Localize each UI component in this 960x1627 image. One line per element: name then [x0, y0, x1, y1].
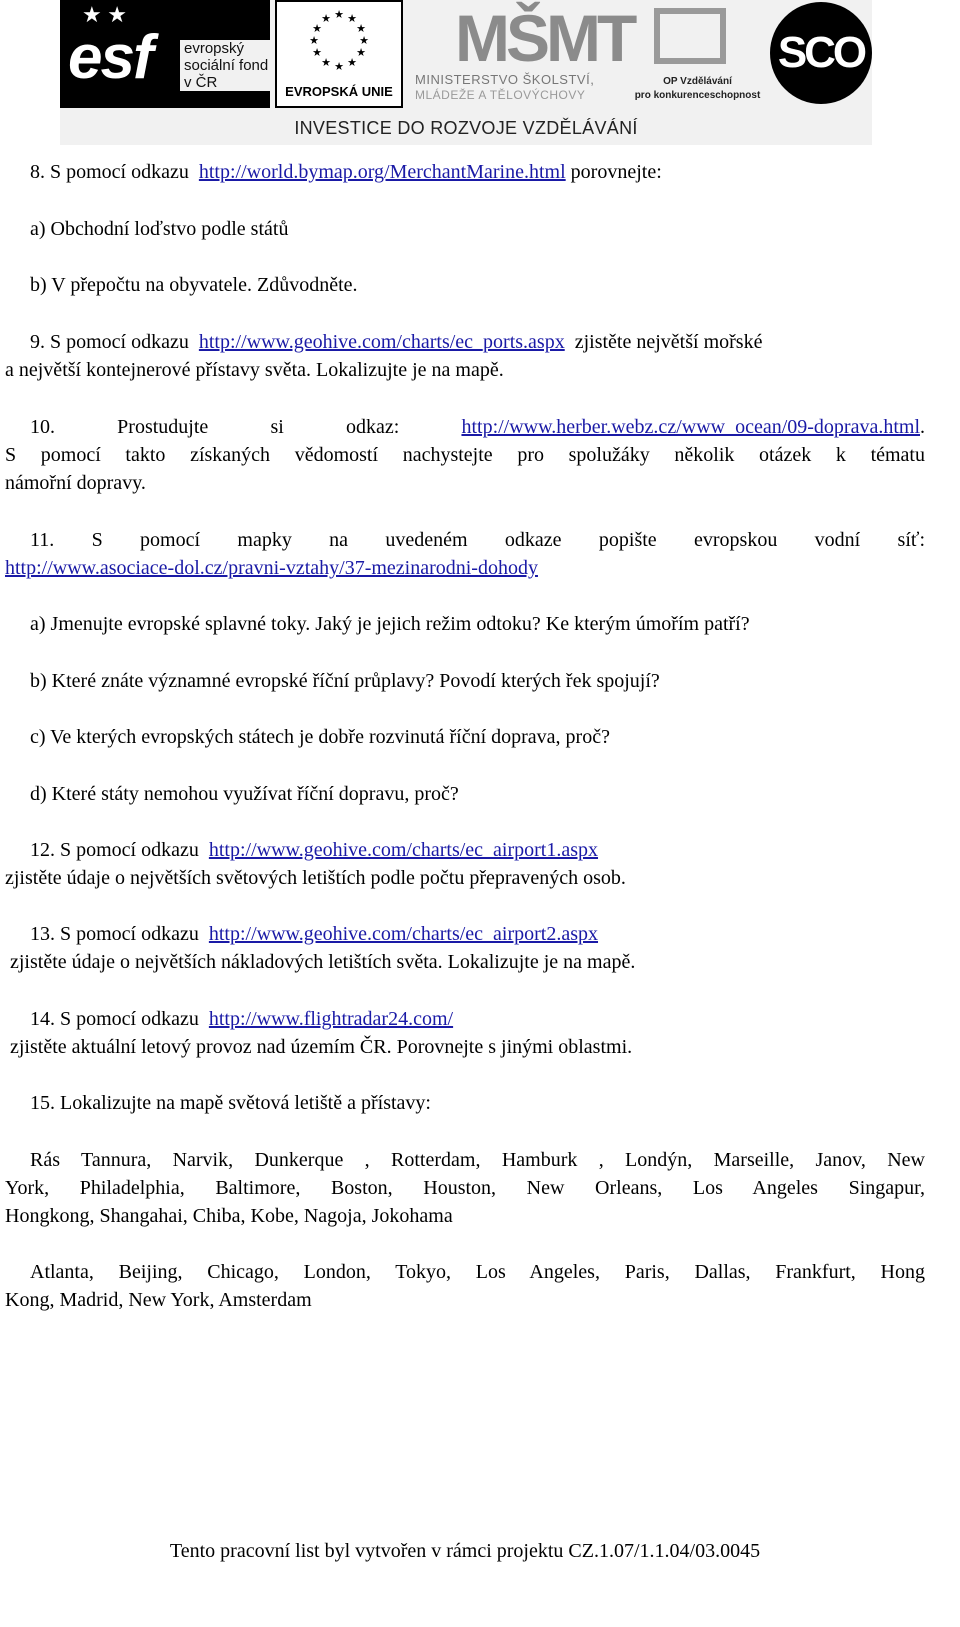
q11-text: 11. S pomocí mapky na uvedeném odkaze popište evropskou vodní síť:: [30, 529, 925, 551]
svg-text:★: ★: [309, 34, 319, 47]
op-line2: pro konkurenceschopnost: [634, 90, 761, 101]
q14-line: [30, 1005, 453, 1033]
q15-airports-line1: Atlanta, Beijing, Chicago, London, Tokyo, Los Angeles, Paris, Dallas, Frankfurt, Hong: [30, 1261, 925, 1283]
q14-prefix: 14. S pomocí odkazu: [30, 1008, 199, 1030]
q12-link[interactable]: http://www.geohive.com/charts/ec_airport1.aspx: [208, 839, 599, 861]
sco-badge: SCO: [770, 2, 872, 104]
eu-stars-icon: [307, 8, 371, 72]
q8-prefix: 8. S pomocí odkazu: [30, 161, 189, 183]
svg-text:★: ★: [334, 8, 344, 21]
esf-logo-word: esf: [68, 23, 152, 92]
q10-line2: S pomocí takto získaných vědomostí nachystejte pro spolužáky několik otázek k tématu: [5, 444, 925, 466]
op-logo: [630, 0, 765, 108]
op-line1: OP Vzdělávání: [663, 76, 732, 87]
esf-logo-subtext: evropský sociální fond v ČR: [180, 40, 272, 91]
q15-airports-line2: Kong, Madrid, New York, Amsterdam: [5, 1289, 312, 1311]
q11-c: c) Ve kterých evropských státech je dobře rozvinutá říční doprava, proč?: [30, 726, 610, 748]
q8-b: b) V přepočtu na obyvatele. Zdůvodněte.: [30, 274, 358, 296]
q12-line2: zjistěte údaje o největších světových letištích podle počtu přepravených osob.: [5, 867, 626, 889]
svg-text:★: ★: [356, 46, 366, 59]
q10-prefix: 10. Prostudujte si odkaz:: [30, 416, 400, 438]
eu-logo: [275, 0, 403, 108]
q11-b: b) Které znáte významné evropské říční průplavy? Povodí kterých řek spojují?: [30, 670, 660, 692]
q11-d: d) Které státy nemohou využívat říční dopravu, proč?: [30, 783, 459, 805]
msmt-line1: MINISTERSTVO ŠKOLSTVÍ,: [415, 72, 595, 87]
svg-text:★: ★: [347, 56, 357, 69]
q9-line2: a největší kontejnerové přístavy světa. Lokalizujte je na mapě.: [5, 359, 504, 381]
q15-ports-line3: Hongkong, Shangahai, Chiba, Kobe, Nagoja, Jokohama: [5, 1205, 453, 1227]
eu-label: EVROPSKÁ UNIE: [285, 84, 393, 99]
sco-logo: [770, 0, 872, 108]
q9-line: [30, 328, 762, 356]
msmt-mark: MŠMT: [455, 1, 634, 75]
q11-link-line: [5, 554, 538, 582]
svg-text:★: ★: [356, 22, 366, 35]
q15-ports-line1: Rás Tannura, Narvik, Dunkerque , Rotterdam, Hamburk , Londýn, Marseille, Janov, New: [30, 1149, 925, 1171]
msmt-logo: [415, 0, 634, 108]
q11-a: a) Jmenujte evropské splavné toky. Jaký je jejich režim odtoku? Ke kterým úmořím patří?: [30, 613, 750, 635]
q11-link[interactable]: http://www.asociace-dol.cz/pravni-vztahy/37-mezinarodni-dohody: [5, 557, 538, 579]
q15-title: 15. Lokalizujte na mapě světová letiště a přístavy:: [30, 1092, 431, 1114]
q13-link[interactable]: http://www.geohive.com/charts/ec_airport2.aspx: [208, 923, 599, 945]
q13-line: [30, 920, 598, 948]
q10-link[interactable]: http://www.herber.webz.cz/www_ocean/09-doprava.html: [461, 416, 921, 438]
svg-text:★: ★: [334, 60, 344, 72]
q14-line2: zjistěte aktuální letový provoz nad územím ČR. Porovnejte s jinými oblastmi.: [10, 1036, 633, 1058]
q8-line: [30, 158, 662, 186]
q8-suffix: porovnejte:: [570, 161, 662, 183]
svg-text:★: ★: [347, 12, 357, 25]
q10-line3: námořní dopravy.: [5, 472, 146, 494]
msmt-line2: MLÁDEŽE A TĚLOVÝCHOVY: [415, 88, 586, 102]
q12-prefix: 12. S pomocí odkazu: [30, 839, 199, 861]
q13-line2: zjistěte údaje o největších nákladových letištích světa. Lokalizujte je na mapě.: [10, 951, 636, 973]
logo-banner: [60, 0, 872, 145]
q10-line: [30, 413, 925, 441]
svg-text:★: ★: [321, 12, 331, 25]
q9-link[interactable]: http://www.geohive.com/charts/ec_ports.aspx: [198, 331, 565, 353]
q9-prefix: 9. S pomocí odkazu: [30, 331, 189, 353]
q14-link[interactable]: http://www.flightradar24.com/: [208, 1008, 454, 1030]
q9-suffix: zjistěte největší mořské: [574, 331, 763, 353]
esf-logo: [60, 0, 270, 108]
header-subtitle: INVESTICE DO ROZVOJE VZDĚLÁVÁNÍ: [294, 118, 638, 138]
q10-dot: .: [920, 416, 926, 438]
svg-text:★: ★: [312, 22, 322, 35]
svg-text:★: ★: [312, 46, 322, 59]
q8-a: a) Obchodní loďstvo podle států: [30, 218, 289, 240]
q15-ports-line2: York, Philadelphia, Baltimore, Boston, Houston, New Orleans, Los Angeles Singapur,: [5, 1177, 925, 1199]
svg-text:★: ★: [359, 34, 369, 47]
q8-link[interactable]: http://world.bymap.org/MerchantMarine.html: [198, 161, 566, 183]
svg-text:★: ★: [321, 56, 331, 69]
stars-icon: ★ ★: [82, 2, 127, 27]
op-frame-icon: [654, 8, 726, 64]
q12-line: [30, 836, 598, 864]
page-footer: Tento pracovní list byl vytvořen v rámci projektu CZ.1.07/1.1.04/03.0045: [169, 1540, 761, 1562]
q13-prefix: 13. S pomocí odkazu: [30, 923, 199, 945]
